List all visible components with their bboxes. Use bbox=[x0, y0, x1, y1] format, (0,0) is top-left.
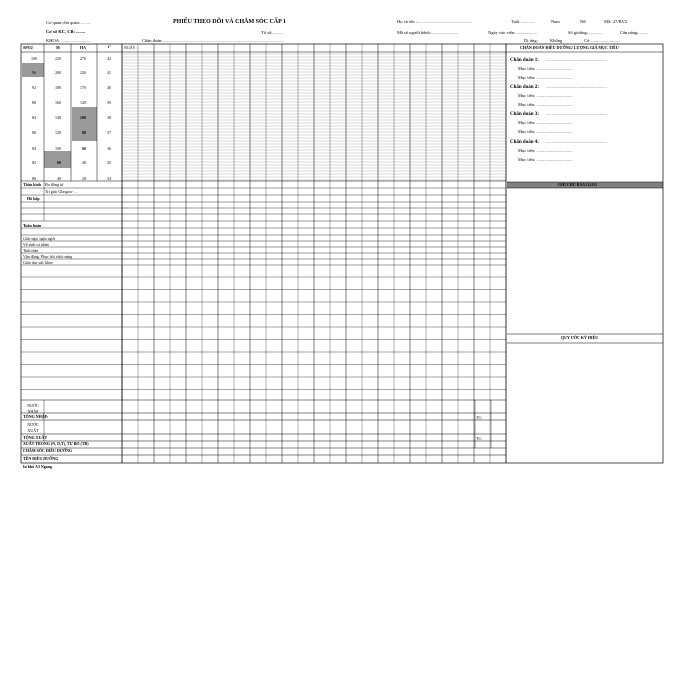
scale-value: 42 bbox=[107, 56, 111, 61]
org-line-1: Cơ quan chủ quản: ........ bbox=[46, 20, 91, 25]
org-line-2: Cơ sở KC, CB: ........ bbox=[46, 29, 86, 34]
pupil-label: Đo đồng tử bbox=[45, 182, 64, 187]
date-label: NGÀY : bbox=[124, 45, 138, 50]
goal-field: Mục tiêu: ................................ bbox=[518, 129, 573, 134]
diagnosis-panel-title: CHẨN ĐOÁN ĐIỀU DƯỠNG/ LƯỢNG GIÁ MỤC TIÊU bbox=[520, 45, 619, 50]
scale-value: 84 bbox=[32, 115, 36, 120]
scale-value: 41 bbox=[107, 70, 111, 75]
scale-value: 180 bbox=[55, 85, 61, 90]
scale-value: 100 bbox=[55, 146, 61, 151]
allergy-no-option: Không bbox=[550, 38, 563, 43]
scale-value: 96 bbox=[32, 70, 36, 75]
diagnosis-1-dots: ...................................................... bbox=[546, 57, 607, 62]
balance-mark-1: TC: bbox=[476, 415, 483, 420]
mental-label: Tinh thần bbox=[23, 248, 39, 253]
scale-value: 60 bbox=[82, 146, 86, 151]
nurse-name-label: TÊN ĐIỀU DƯỠNG bbox=[23, 456, 59, 461]
pulse-header: M bbox=[56, 45, 60, 50]
circulation-label: Tuần hoàn bbox=[23, 223, 42, 228]
goal-field: Mục tiêu: ................................ bbox=[518, 148, 573, 153]
scale-value: 84 bbox=[32, 146, 36, 151]
scale-value: 220 bbox=[80, 70, 86, 75]
scale-value: 80 bbox=[82, 130, 86, 135]
department-field: KHOA: .......................... bbox=[46, 38, 91, 43]
scale-value: 120 bbox=[80, 100, 86, 105]
patient-name-field: Họ và tên :................................................. bbox=[397, 19, 472, 24]
goal-field: Mục tiêu: ................................ bbox=[518, 102, 573, 107]
goal-field: Mục tiêu: ................................ bbox=[518, 120, 573, 125]
scale-value: 170 bbox=[80, 85, 86, 90]
scale-value: 100 bbox=[31, 56, 37, 61]
diagnosis-2-dots: ...................................................... bbox=[546, 84, 607, 89]
female-option: Nữ bbox=[580, 19, 586, 24]
scale-value: 36 bbox=[107, 146, 111, 151]
scale-value: 270 bbox=[80, 56, 86, 61]
print-note: In khổ A3 Ngang bbox=[23, 464, 53, 469]
nurse-action-label: XUẤT TRONG (N, D,T), TỰ BO (TB) bbox=[23, 441, 89, 446]
diagnosis-4-label: Chẩn đoán 4: bbox=[510, 140, 539, 145]
admission-date-field: Ngày vào viện:................... bbox=[488, 30, 537, 35]
scale-value: 92 bbox=[32, 85, 36, 90]
nursing-care-label: CHĂM SÓC ĐIỀU DƯỠNG bbox=[23, 448, 73, 453]
form-code: MS: 27/BV2 bbox=[604, 19, 628, 24]
bp-header: HA bbox=[80, 45, 86, 50]
sleep-label: Giấc ngủ, nghỉ ngơi bbox=[23, 236, 55, 241]
scale-value: 100 bbox=[80, 115, 86, 120]
scale-value: 160 bbox=[55, 100, 61, 105]
scale-value: 39 bbox=[107, 100, 111, 105]
temp-header: t° bbox=[108, 44, 111, 49]
total-intake-label: TỔNG NHẬP: bbox=[23, 414, 49, 419]
scale-value: 40 bbox=[82, 160, 86, 165]
goal-field: Mục tiêu: ................................ bbox=[518, 93, 573, 98]
allergy-yes-option: Có:.......................... bbox=[584, 38, 620, 43]
respiration-label: Hô hấp bbox=[27, 196, 40, 201]
scale-value: 37 bbox=[107, 130, 111, 135]
goal-field: Mục tiêu: ................................ bbox=[518, 157, 573, 162]
scale-value: 38 bbox=[107, 115, 111, 120]
scale-value: 40 bbox=[107, 85, 111, 90]
scale-value: 88 bbox=[32, 100, 36, 105]
total-output-label: TỔNG XUẤT bbox=[23, 435, 48, 440]
scale-value: 40 bbox=[57, 176, 61, 181]
scale-value: 35 bbox=[107, 160, 111, 165]
goal-field: Mục tiêu: ................................ bbox=[518, 75, 573, 80]
page-number: Tờ số:.......... bbox=[261, 30, 284, 35]
weight-field: Cân nặng:......... bbox=[620, 30, 649, 35]
rehab-label: Vận động, Phục hồi chức năng bbox=[23, 254, 73, 259]
scale-value: 80 bbox=[32, 176, 36, 181]
allergy-label: Dị ứng: bbox=[524, 38, 538, 43]
scale-value: 200 bbox=[55, 70, 61, 75]
scale-value: 120 bbox=[55, 130, 61, 135]
neuro-section-label: Thần kinh bbox=[23, 182, 41, 187]
diagnosis-field: Chẩn đoán:........................................................................................................... bbox=[142, 38, 283, 43]
male-option: Nam bbox=[551, 19, 560, 24]
scale-value: 80 bbox=[32, 130, 36, 135]
scale-value: 60 bbox=[57, 160, 61, 165]
balance-mark-2: TC: bbox=[476, 436, 483, 441]
output-label: NƯỚC XUẤT bbox=[27, 422, 39, 433]
goal-field: Mục tiêu: ................................ bbox=[518, 66, 573, 71]
diagnosis-1-label: Chẩn đoán 1: bbox=[510, 58, 539, 63]
handover-notes-title: GHI CHÚ BÀN GIAO bbox=[558, 182, 597, 187]
legend-title: QUY ƯỚC KÝ HIỆU bbox=[561, 335, 599, 340]
education-label: Giáo dục sức khỏe bbox=[23, 260, 53, 265]
scale-value: 140 bbox=[55, 115, 61, 120]
scale-value: 82 bbox=[32, 160, 36, 165]
diagnosis-4-dots: ...................................................... bbox=[546, 139, 607, 144]
spo2-header: SPO2 bbox=[23, 45, 33, 50]
glasgow-label: Tri giác Glasgow ... bbox=[45, 189, 77, 194]
age-field: Tuổi: ........... bbox=[511, 19, 535, 24]
bed-number-field: Số giường:............. bbox=[568, 30, 603, 35]
scale-value: 34 bbox=[107, 176, 111, 181]
intake-label: NƯỚC NHẬP bbox=[27, 403, 39, 414]
diagnosis-3-label: Chẩn đoán 3: bbox=[510, 112, 539, 117]
scale-value: 220 bbox=[55, 56, 61, 61]
diagnosis-2-label: Chẩn đoán 2: bbox=[510, 85, 539, 90]
diagnosis-3-dots: ...................................................... bbox=[546, 111, 607, 116]
scale-value: 20 bbox=[82, 176, 86, 181]
patient-id-field: Mã số người bệnh:........................ bbox=[397, 30, 458, 35]
form-title: PHIẾU THEO DÕI VÀ CHĂM SÓC CẤP 1 bbox=[173, 19, 286, 25]
hygiene-label: Vệ sinh cá nhân bbox=[23, 242, 49, 247]
